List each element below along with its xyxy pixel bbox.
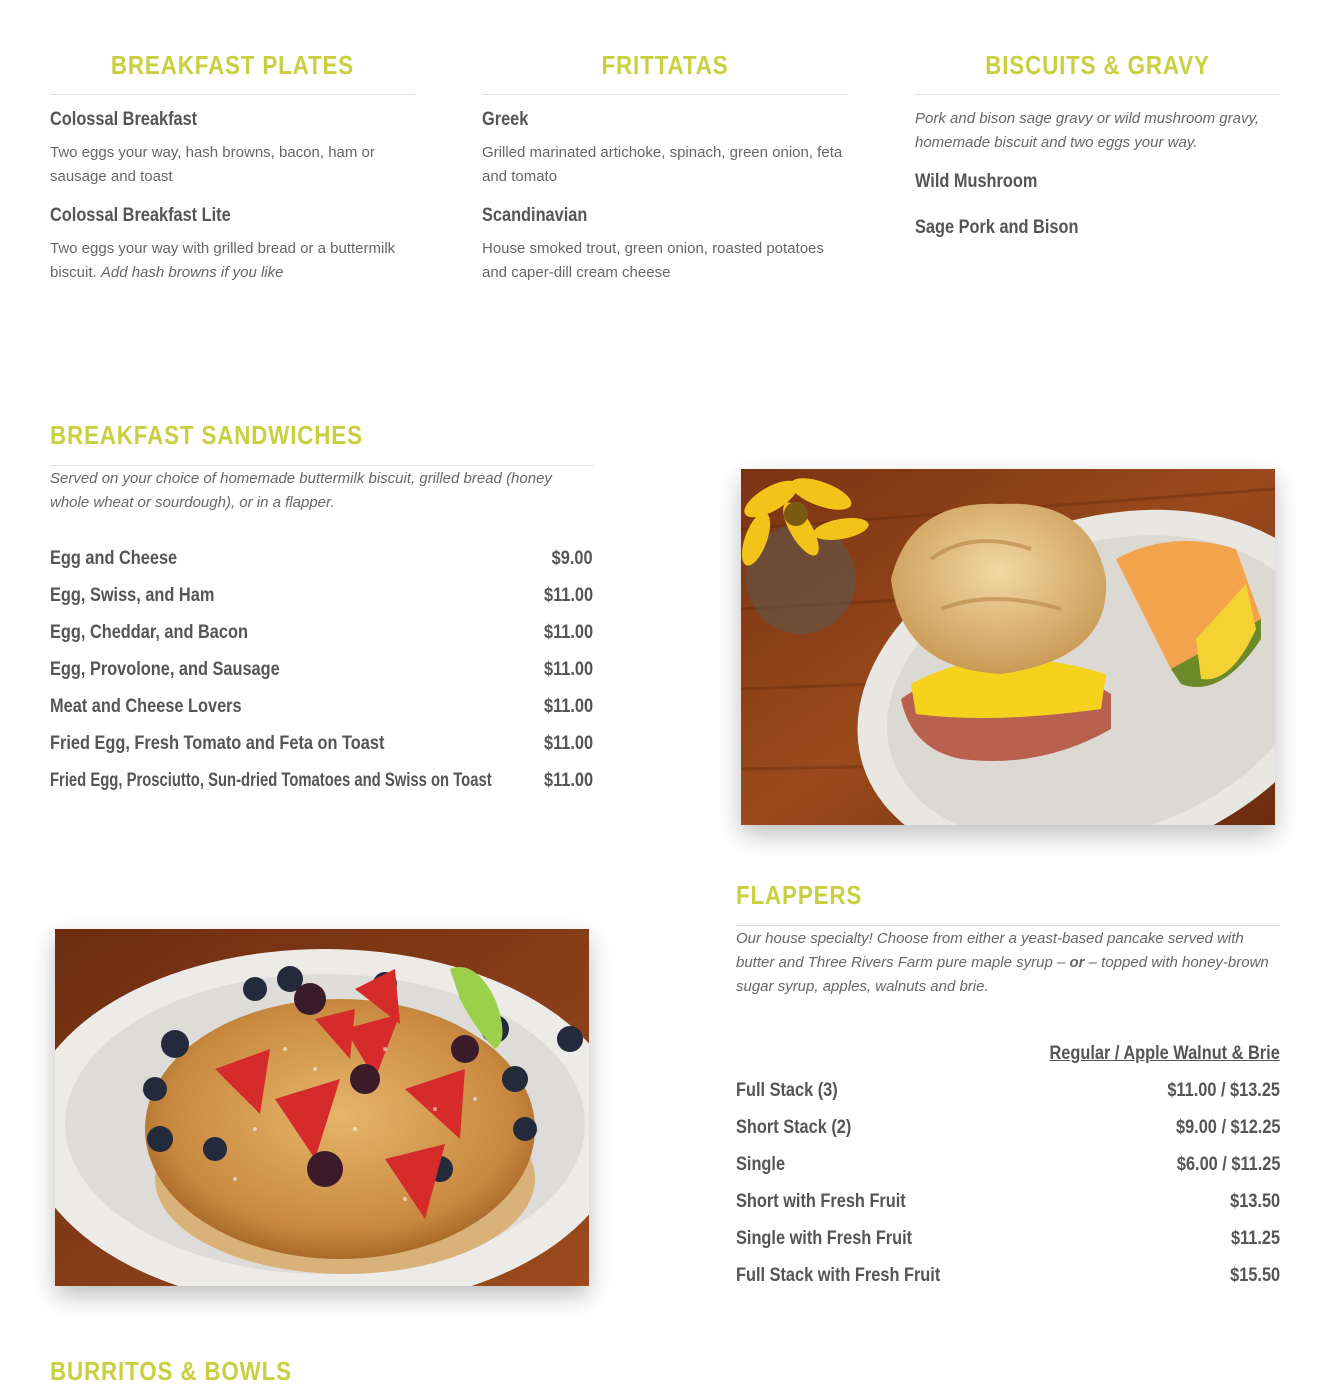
item-price: $11.00 (543, 733, 593, 754)
item-price: $11.00 (543, 770, 593, 791)
divider (736, 925, 1280, 926)
price-row (50, 548, 593, 576)
sandwich-illustration (741, 469, 1275, 825)
pancake-illustration (55, 929, 589, 1286)
price-row (736, 1228, 1280, 1256)
description-text: – topped with honey-brown sugar syrup, apples, walnuts and brie. (736, 954, 1269, 995)
item-name: Meat and Cheese Lovers (50, 696, 242, 717)
item-name: Egg, Cheddar, and Bacon (50, 622, 248, 643)
section-title: FRITTATAS (601, 50, 729, 80)
frittatas-section (482, 50, 848, 285)
menu-item-name: Scandinavian (482, 205, 588, 226)
section-title: FLAPPERS (736, 880, 863, 910)
divider (915, 94, 1280, 95)
price-row (50, 659, 593, 687)
menu-item-name: Colossal Breakfast Lite (50, 205, 231, 226)
menu-item-description: Grilled marinated artichoke, spinach, green onion, feta and tomato (482, 144, 843, 185)
menu-item-description: House smoked trout, green onion, roasted potatoes and caper-dill cream cheese (482, 240, 824, 281)
item-name: Short Stack (2) (736, 1117, 852, 1138)
price-row (736, 1154, 1280, 1182)
menu-item-description: Two eggs your way, hash browns, bacon, ham or sausage and toast (50, 144, 375, 185)
item-name: Single (736, 1154, 786, 1175)
item-name: Fried Egg, Prosciutto, Sun-dried Tomatoes and Swiss on Toast (50, 770, 492, 791)
item-name: Full Stack (3) (736, 1080, 838, 1101)
item-price: $15.50 (1230, 1265, 1280, 1286)
item-price: $11.00 (543, 585, 593, 606)
pancake-berries-photo (55, 929, 589, 1286)
description-text: Two eggs your way with grilled bread or a buttermilk biscuit. (50, 240, 396, 281)
section-description (736, 927, 1280, 999)
price-row (736, 1191, 1280, 1219)
price-row (50, 696, 593, 724)
price-list (736, 1043, 1280, 1293)
item-price: $9.00 (552, 548, 593, 569)
section-description: Pork and bison sage gravy or wild mushroom gravy, homemade biscuit and two eggs your way. (915, 110, 1260, 151)
price-row (736, 1265, 1280, 1293)
item-price: $11.00 (543, 659, 593, 680)
item-price: $11.25 (1230, 1228, 1280, 1249)
item-name: Egg, Swiss, and Ham (50, 585, 215, 606)
item-price: $6.00 / $11.25 (1176, 1154, 1280, 1175)
menu-item-name: Greek (482, 109, 529, 130)
menu-item-name: Colossal Breakfast (50, 109, 198, 130)
item-price: $9.00 / $12.25 (1175, 1117, 1280, 1138)
breakfast-sandwich-photo (741, 469, 1275, 825)
menu-item-name: Wild Mushroom (915, 171, 1038, 192)
section-title: BREAKFAST PLATES (110, 50, 355, 80)
price-row (736, 1117, 1280, 1145)
divider (50, 94, 415, 95)
section-title: BREAKFAST SANDWICHES (50, 420, 363, 450)
biscuits-gravy-section (915, 50, 1280, 239)
divider (482, 94, 848, 95)
description-italic-text: Add hash browns if you like (100, 264, 284, 281)
price-column-header (736, 1043, 1280, 1071)
item-price: $11.00 (543, 696, 593, 717)
item-name: Single with Fresh Fruit (736, 1228, 913, 1249)
price-row (50, 622, 593, 650)
divider (50, 465, 593, 466)
price-row (736, 1080, 1280, 1108)
item-name: Short with Fresh Fruit (736, 1191, 906, 1212)
breakfast-plates-section (50, 50, 415, 285)
item-name: Fried Egg, Fresh Tomato and Feta on Toast (50, 733, 385, 754)
section-title: BURRITOS & BOWLS (50, 1356, 292, 1386)
price-list (50, 548, 593, 808)
description-text: Our house specialty! Choose from either a yeast-based pancake served with butter and Three Rivers Farm pure maple syrup – (736, 930, 1244, 971)
item-name: Full Stack with Fresh Fruit (736, 1265, 941, 1286)
price-row (50, 770, 593, 798)
item-price: $11.00 (543, 622, 593, 643)
item-price: $11.00 / $13.25 (1167, 1080, 1280, 1101)
item-name: Egg and Cheese (50, 548, 178, 569)
breakfast-sandwiches-section (50, 420, 593, 791)
section-title: BISCUITS & GRAVY (985, 50, 1210, 80)
description-or: or (1069, 954, 1085, 971)
price-row (50, 733, 593, 761)
column-header-text: Regular / Apple Walnut & Brie (1049, 1043, 1280, 1064)
price-row (50, 585, 593, 613)
burritos-bowls-section (50, 1356, 593, 1387)
section-description: Served on your choice of homemade buttermilk biscuit, grilled bread (honey whole wheat or sourdough), or in a flapper. (50, 470, 552, 511)
menu-item-name: Sage Pork and Bison (915, 217, 1079, 238)
menu-item-description (50, 237, 415, 285)
item-name: Egg, Provolone, and Sausage (50, 659, 280, 680)
flappers-section (736, 880, 1280, 1286)
item-price: $13.50 (1230, 1191, 1280, 1212)
